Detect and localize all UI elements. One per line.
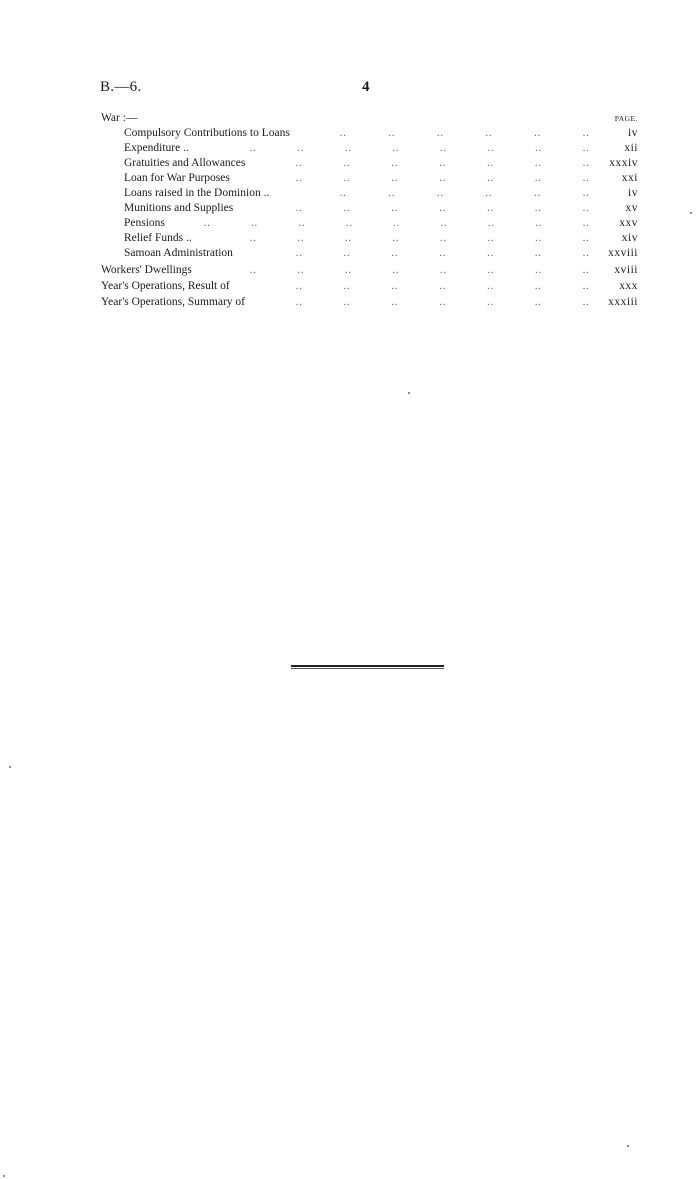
entry-label: Samoan Administration — [124, 247, 233, 259]
index-entry — [0, 295, 700, 310]
entry-page-number: xviii — [614, 264, 638, 276]
index-entry — [0, 156, 700, 171]
leader-dots: .. .. .. .. .. .. .. .. — [250, 265, 590, 276]
leader-dots: .. .. .. .. .. .. .. .. — [250, 233, 590, 244]
index-entry — [0, 279, 700, 294]
leader-dots: .. .. .. .. .. .. .. — [296, 173, 590, 184]
index-entry — [0, 141, 700, 156]
index-entry — [0, 201, 700, 216]
entry-label: Pensions — [124, 217, 165, 229]
entry-label: Expenditure .. — [124, 142, 189, 154]
leader-dots: .. .. .. .. .. .. — [340, 128, 590, 139]
scan-speck — [627, 1145, 629, 1147]
entry-page-number: xxx — [619, 280, 638, 292]
entry-page-number: xxi — [621, 172, 638, 184]
page-column-heading: PAGE. — [614, 114, 638, 123]
entry-label: War :— — [101, 112, 138, 124]
index-entry-war — [0, 111, 700, 126]
entry-page-number: xxxiv — [609, 157, 638, 169]
entry-page-number: xxviii — [608, 247, 638, 259]
page-reference: B.—6. — [100, 79, 142, 95]
leader-dots: .. .. .. .. .. .. .. — [296, 248, 590, 259]
leader-dots: .. .. .. .. .. .. — [340, 188, 590, 199]
leader-dots: .. .. .. .. .. .. .. — [296, 281, 590, 292]
index-entry — [0, 263, 700, 278]
leader-dots: .. .. .. .. .. .. .. — [296, 203, 590, 214]
entry-label: Munitions and Supplies — [124, 202, 234, 214]
leader-dots: .. .. .. .. .. .. .. — [296, 297, 590, 308]
entry-label: Loan for War Purposes — [124, 172, 230, 184]
entry-page-number: xii — [624, 142, 638, 154]
entry-page-number: iv — [628, 187, 638, 199]
entry-label: Year's Operations, Result of — [101, 280, 230, 292]
entry-page-number: xxv — [619, 217, 638, 229]
leader-dots: .. .. .. .. .. .. .. — [296, 158, 590, 169]
index-entry — [0, 186, 700, 201]
entry-label: Loans raised in the Dominion .. — [124, 187, 270, 199]
entry-page-number: xiv — [621, 232, 638, 244]
scan-speck — [408, 392, 410, 394]
leader-dots: .. .. .. .. .. .. .. .. .. — [204, 218, 590, 229]
section-end-rule — [291, 665, 444, 669]
scan-speck — [690, 212, 692, 214]
entry-label: Year's Operations, Summary of — [101, 296, 245, 308]
page-number: 4 — [362, 79, 370, 95]
entry-label: Relief Funds .. — [124, 232, 192, 244]
index-entry — [0, 246, 700, 261]
scan-speck — [9, 766, 11, 768]
index-entry — [0, 231, 700, 246]
index-entry — [0, 126, 700, 141]
entry-page-number: iv — [628, 127, 638, 139]
entry-page-number: xxxiii — [608, 296, 638, 308]
index-entry — [0, 171, 700, 186]
entry-label: Gratuities and Allowances — [124, 157, 246, 169]
index-list — [0, 0, 700, 330]
entry-page-number: xv — [625, 202, 638, 214]
index-entry — [0, 216, 700, 231]
entry-label: Workers' Dwellings — [101, 264, 192, 276]
entry-label: Compulsory Contributions to Loans — [124, 127, 290, 139]
scan-speck — [3, 1175, 5, 1177]
leader-dots: .. .. .. .. .. .. .. .. — [250, 143, 590, 154]
